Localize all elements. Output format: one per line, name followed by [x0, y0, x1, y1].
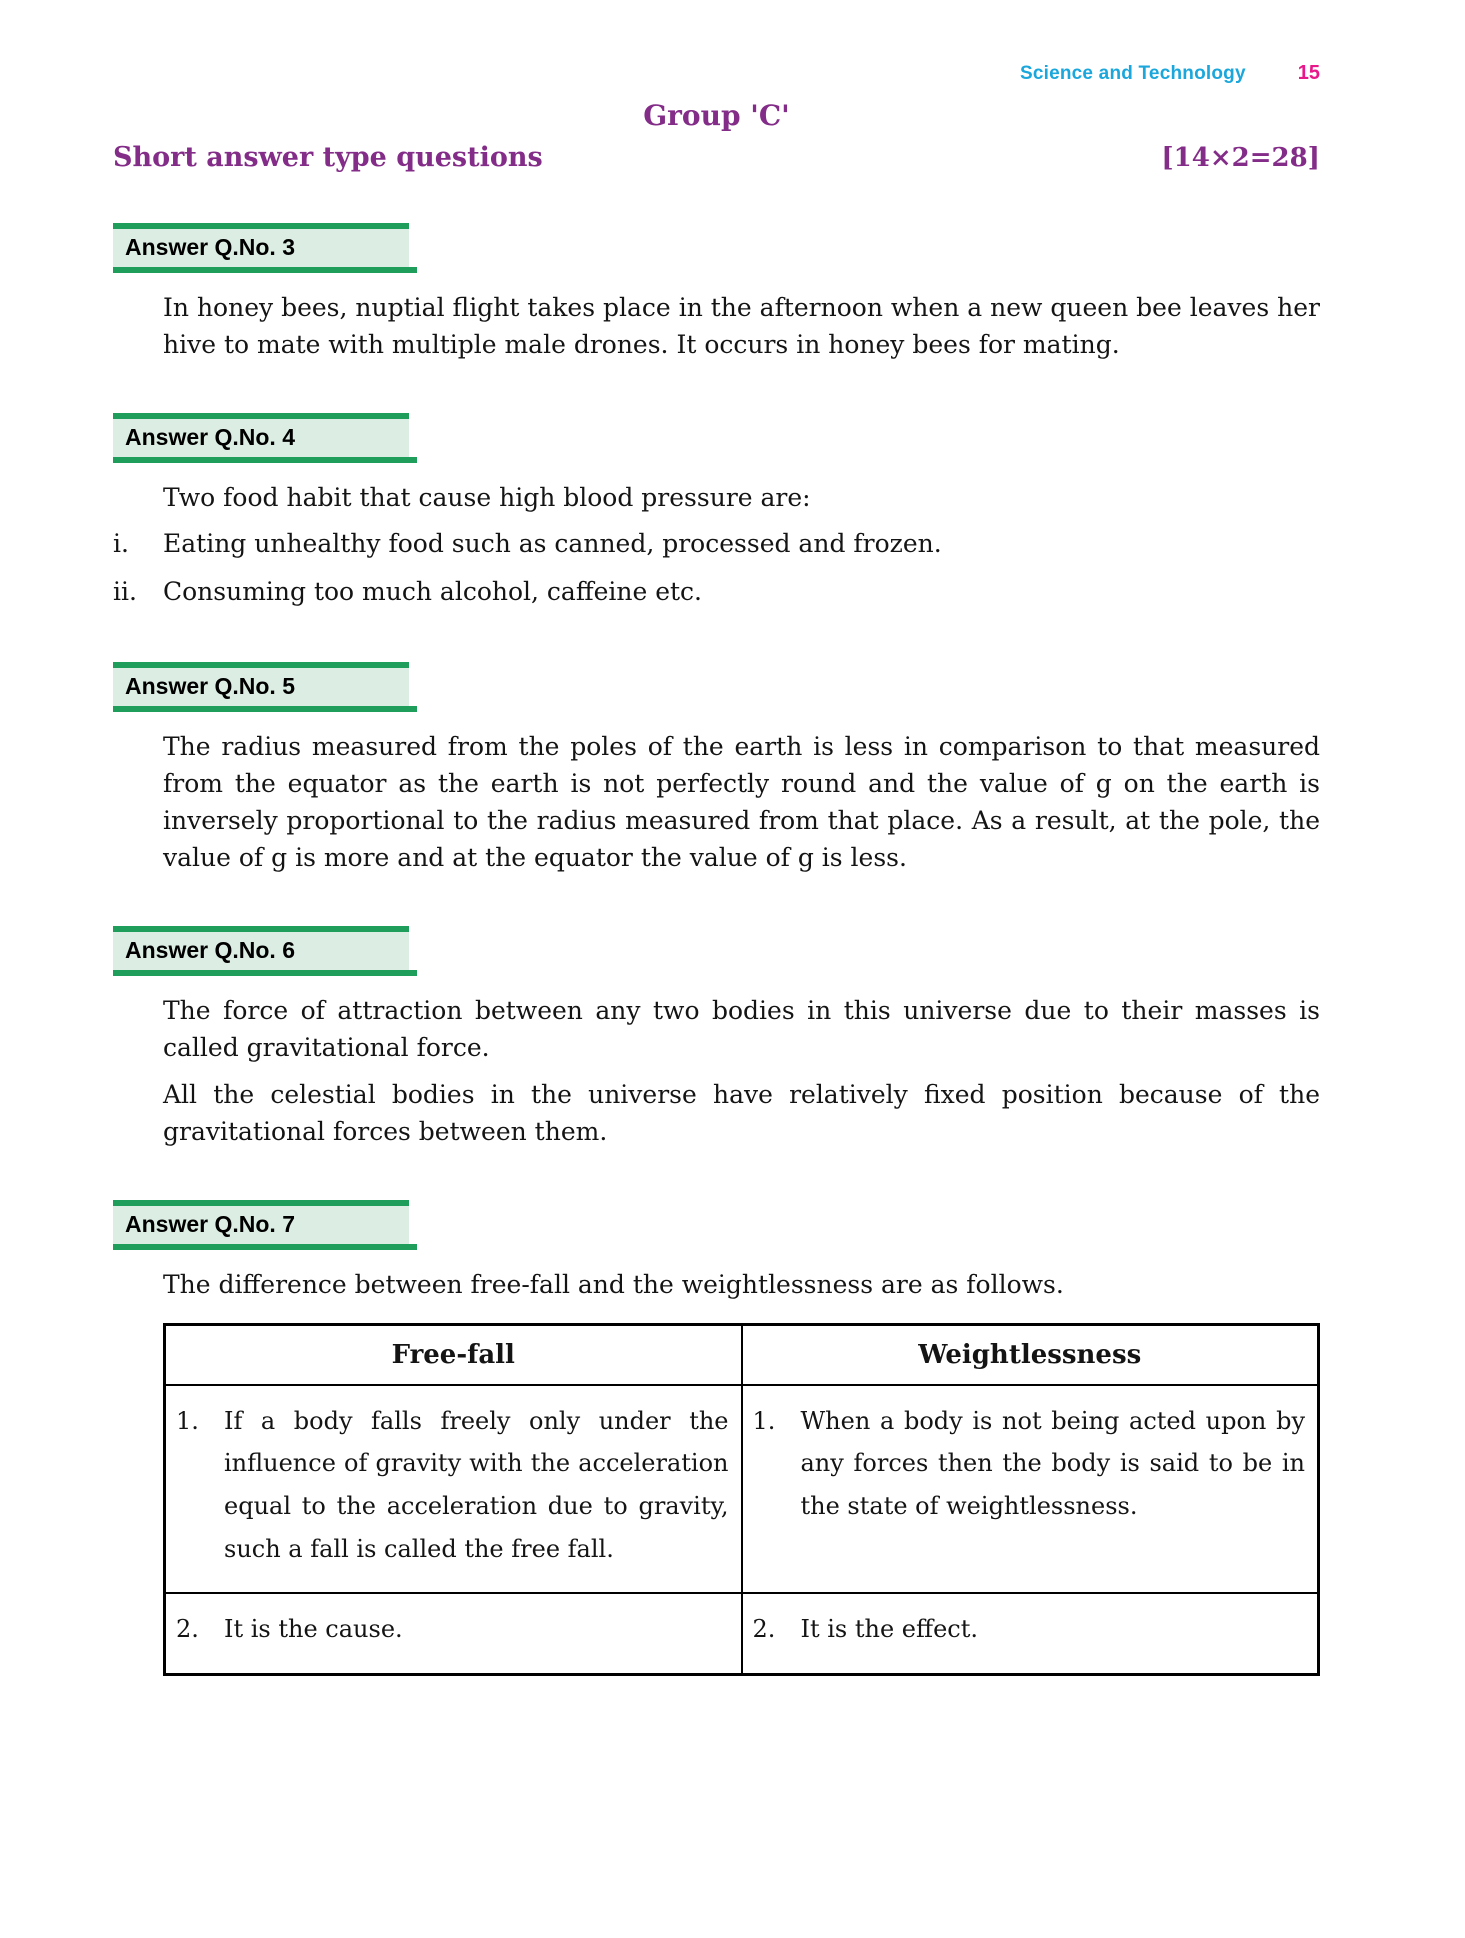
cell-number: 1. — [752, 1406, 776, 1435]
cell-text: When a body is not being acted upon by any forces then the body is said to be in the state of weightlessness. — [800, 1406, 1305, 1520]
cell-text: It is the cause. — [224, 1615, 403, 1644]
answer-badge-label: Answer Q.No. 3 — [113, 229, 409, 267]
answer-badge-label: Answer Q.No. 5 — [113, 668, 409, 706]
cell-text: It is the effect. — [800, 1615, 978, 1644]
cell-number: 2. — [176, 1615, 199, 1644]
cell-number: 2. — [752, 1615, 776, 1644]
answer-badge-q7 — [113, 1200, 409, 1250]
comparison-table — [163, 1323, 1320, 1677]
list-item — [113, 573, 1320, 612]
table-row — [165, 1593, 1319, 1674]
running-header-subject: Science and Technology — [1019, 63, 1246, 84]
list-item — [113, 525, 1320, 564]
table-header-weightlessness: Weightlessness — [742, 1324, 1319, 1385]
answer-paragraph: The force of attraction between any two bodies in this universe due to their masses is called gravitational force. — [163, 995, 1320, 1062]
marks-allocation: [14×2=28] — [1161, 143, 1320, 173]
list-item-marker: i. — [113, 529, 129, 558]
table-header-free-fall: Free-fall — [165, 1324, 742, 1385]
cell-text: If a body falls freely only under the influence of gravity with the acceleration equal to the acceleration due to gravity, such a fall is called the free fall. — [224, 1406, 729, 1563]
answer-paragraph: The radius measured from the poles of the earth is less in comparison to that measured from the equator as the earth is not perfectly round and the value of g on the earth is inversely proportional to the radius measured from that place. As a result, at the pole, the value of g is more and at the equator the value of g is less. — [163, 731, 1320, 872]
table-row — [165, 1385, 1319, 1594]
answer-badge-q5 — [113, 662, 409, 712]
group-heading: Group 'C' — [643, 99, 790, 132]
page-number: 15 — [1297, 62, 1320, 84]
comparison-table-head — [165, 1324, 1319, 1385]
table-cell-content — [753, 1400, 1306, 1528]
answer-paragraph: All the celestial bodies in the universe have relatively fixed position because of the gravitational forces between them. — [163, 1079, 1320, 1146]
answer-badge-label: Answer Q.No. 7 — [113, 1206, 409, 1244]
running-header — [113, 62, 1320, 85]
section-title: Short answer type questions — [113, 142, 543, 173]
badge-bottom-rule — [113, 457, 417, 463]
badge-bottom-rule — [113, 267, 417, 273]
table-cell-content — [753, 1608, 1306, 1651]
section-title-row — [113, 142, 1320, 173]
table-cell-content — [176, 1608, 729, 1651]
answer-section-q5 — [113, 662, 1320, 876]
badge-bottom-rule — [113, 706, 417, 712]
table-cell-free-fall-1 — [165, 1385, 742, 1594]
badge-bottom-rule — [113, 1244, 417, 1250]
list-item-text: Eating unhealthy food such as canned, processed and frozen. — [163, 529, 942, 558]
table-cell-weightlessness-2 — [742, 1593, 1319, 1674]
badge-bottom-rule — [113, 970, 417, 976]
answer-badge-q4 — [113, 413, 409, 463]
answer-badge-q6 — [113, 926, 409, 976]
answer-section-q4 — [113, 413, 1320, 612]
answer-section-q6 — [113, 926, 1320, 1150]
list-item-text: Consuming too much alcohol, caffeine etc. — [163, 576, 703, 606]
cell-number: 1. — [176, 1406, 199, 1435]
comparison-table-body — [165, 1385, 1319, 1675]
table-header-row — [165, 1324, 1319, 1385]
answer-section-q7 — [113, 1200, 1320, 1677]
table-cell-weightlessness-1 — [742, 1385, 1319, 1594]
answer-badge-q3 — [113, 223, 409, 273]
list-item-marker: ii. — [113, 576, 137, 606]
table-cell-content — [176, 1400, 729, 1571]
table-cell-free-fall-2 — [165, 1593, 742, 1674]
answer-paragraph: Two food habit that cause high blood pressure are: — [163, 483, 811, 512]
answer-section-q3 — [113, 223, 1320, 363]
answer-paragraph: In honey bees, nuptial flight takes place in the afternoon when a new queen bee leaves her hive to mate with multiple male drones. It occurs in honey bees for mating. — [163, 293, 1320, 359]
answer-badge-label: Answer Q.No. 6 — [113, 932, 409, 970]
answer-paragraph: The difference between free-fall and the weightlessness are as follows. — [163, 1269, 1064, 1299]
answer-badge-label: Answer Q.No. 4 — [113, 419, 409, 457]
